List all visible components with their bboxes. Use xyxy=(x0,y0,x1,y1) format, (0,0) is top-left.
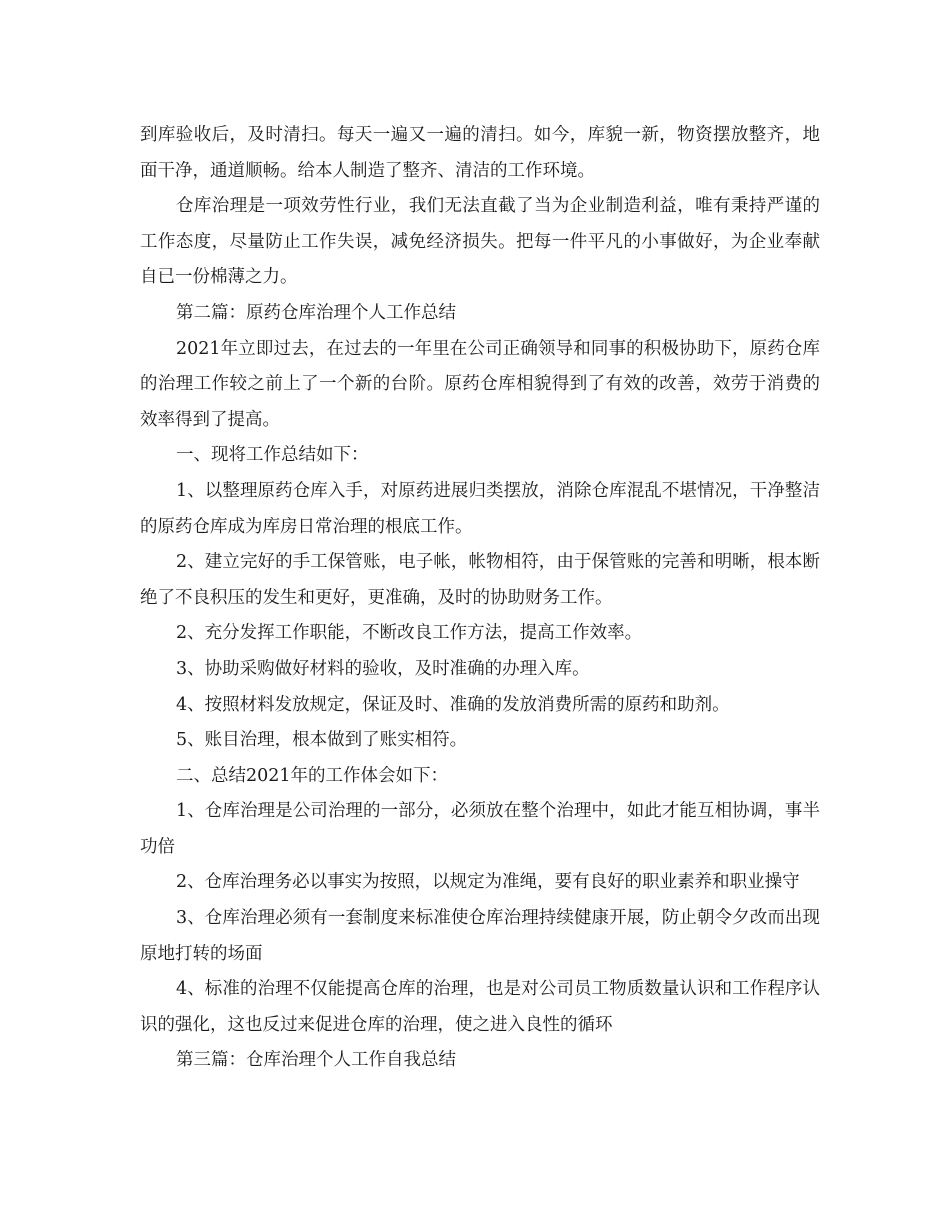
paragraph: 2021年立即过去，在过去的一年里在公司正确领导和同事的积极协助下，原药仓库的治理工作较之前上了一个新的台阶。原药仓库相貌得到了有效的改善，效劳于消费的效率得到了提高。 xyxy=(140,338,820,430)
section-heading-3: 第三篇：仓库治理个人工作自我总结 xyxy=(176,1050,456,1071)
list-item: 3、协助采购做好材料的验收，及时准确的办理入库。 xyxy=(176,658,590,679)
list-heading-1: 一、现将工作总结如下： xyxy=(176,445,369,466)
document-body xyxy=(140,118,820,1079)
section-heading-2: 第二篇：原药仓库治理个人工作总结 xyxy=(176,302,456,323)
list-item: 2、建立完好的手工保管账，电子帐，帐物相符，由于保管账的完善和明晰，根本断绝了不良积压的发生和更好，更准确，及时的协助财务工作。 xyxy=(140,552,820,608)
list-item: 4、标准的治理不仅能提高仓库的治理，也是对公司员工物质数量认识和工作程序认识的强化，这也反过来促进仓库的治理，使之进入良性的循环 xyxy=(140,979,820,1035)
list-heading-2: 二、总结2021年的工作体会如下： xyxy=(176,765,449,786)
list-item: 3、仓库治理必须有一套制度来标准使仓库治理持续健康开展，防止朝令夕改而出现原地打转的场面 xyxy=(140,908,820,964)
list-item: 1、以整理原药仓库入手，对原药进展归类摆放，消除仓库混乱不堪情况，干净整洁的原药仓库成为库房日常治理的根底工作。 xyxy=(140,480,820,537)
paragraph: 到库验收后，及时清扫。每天一遍又一遍的清扫。如今，库貌一新，物资摆放整齐，地面干净，通道顺畅。给本人制造了整齐、清洁的工作环境。 xyxy=(140,125,820,181)
list-item: 2、仓库治理务必以事实为按照，以规定为准绳，要有良好的职业素养和职业操守 xyxy=(176,872,800,893)
list-item: 1、仓库治理是公司治理的一部分，必须放在整个治理中，如此才能互相协调，事半功倍 xyxy=(140,801,820,857)
list-item: 5、账目治理，根本做到了账实相符。 xyxy=(176,730,468,751)
paragraph: 仓库治理是一项效劳性行业，我们无法直截了当为企业制造利益，唯有秉持严谨的工作态度，尽量防止工作失误，减免经济损失。把每一件平凡的小事做好，为企业奉献自已一份棉薄之力。 xyxy=(140,196,820,288)
list-item: 2、充分发挥工作职能，不断改良工作方法，提高工作效率。 xyxy=(176,623,643,644)
list-item: 4、按照材料发放规定，保证及时、准确的发放消费所需的原药和助剂。 xyxy=(176,694,730,715)
